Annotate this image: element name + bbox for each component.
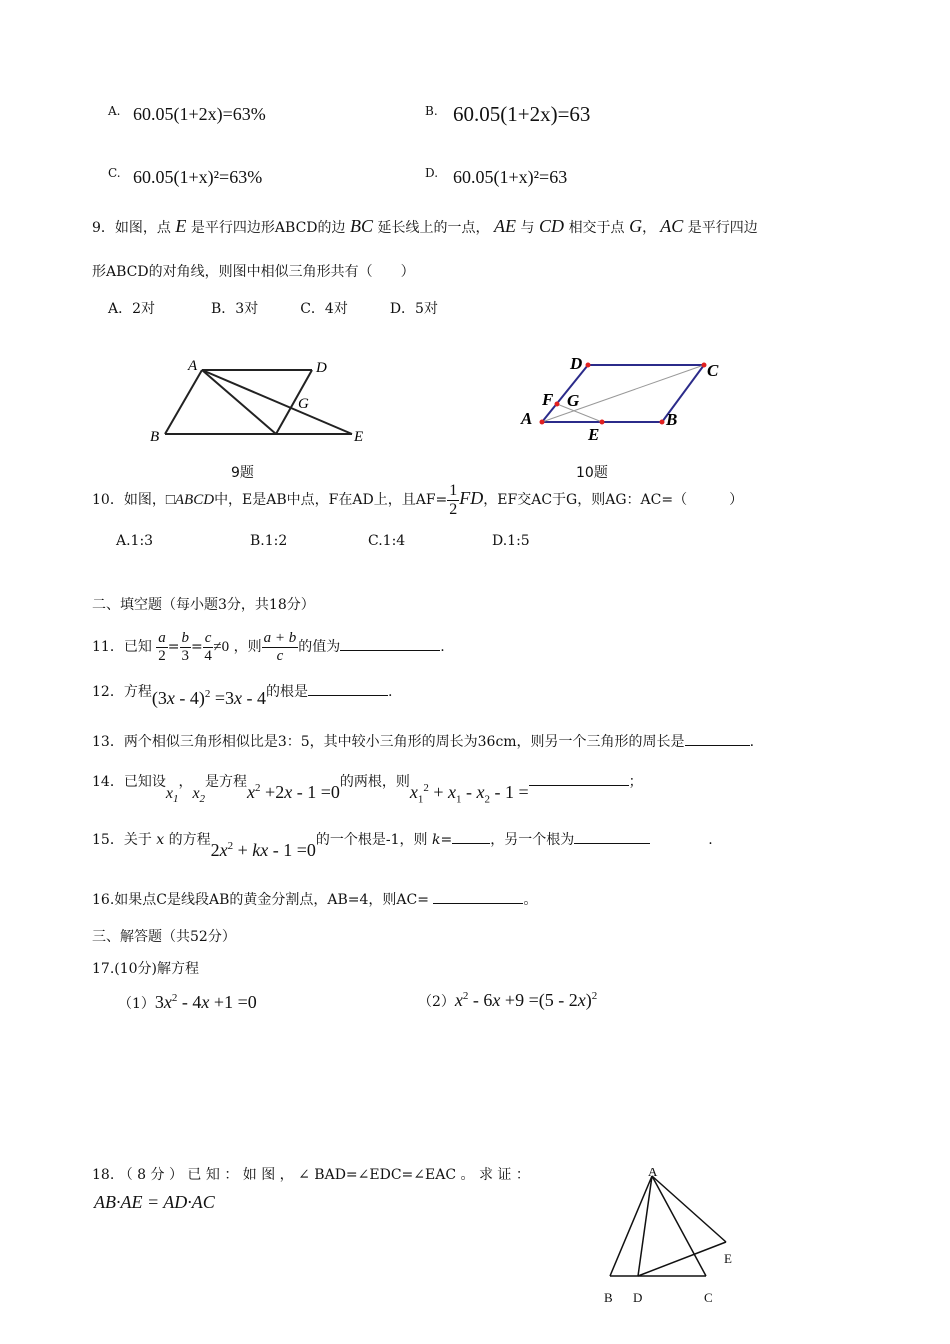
fig18-line-ae [652, 1176, 726, 1242]
fig9-diagonal-ac [202, 370, 276, 434]
q18-text: 18. （ 8 分 ） 已 知 ： 如 图 ， ∠ BAD=∠EDC=∠EAC 。 求 证 ： [92, 1167, 530, 1183]
q8-option-b-expr: 60.05(1+2x)=63 [453, 102, 591, 126]
fig9-caption: 9题 [231, 465, 254, 481]
q18-proof-statement: AB·AE = AD·AC [94, 1192, 215, 1212]
q9-text-line2: 形ABCD的对角线，则图中相似三角形共有（ ） [92, 264, 415, 280]
fig9-label-e: E [354, 429, 364, 445]
q8-option-d-expr: 60.05(1+x)²=63 [453, 167, 568, 187]
q15-text: 15．关于 x 的方程$2x^2$ + kx - 1 =0的一个根是-1，则 k= ，另一个根为 . [92, 832, 713, 860]
fig18-label-b: B [604, 1290, 613, 1305]
figure-18 [600, 1168, 745, 1310]
fig9-side-ab [165, 370, 202, 434]
fig10-caption: 10题 [576, 465, 608, 481]
fig10-label-c: C [707, 361, 719, 380]
section-2-heading: 二、填空题（每小题3分，共18分） [92, 597, 315, 613]
fig9-line-ae [202, 370, 352, 434]
fig18-line-de [638, 1242, 726, 1276]
q17-part1: $(1)3x^2 - 4x +1 =0$ [118, 992, 257, 1012]
fig10-label-g: G [567, 391, 580, 410]
q9-options: A．2对 B．3对 C．4对 D．5对 [108, 301, 438, 317]
q8-option-b-label: B. [425, 104, 438, 118]
fig10-label-a: A [521, 409, 533, 428]
q8-option-c-label: C. [108, 166, 121, 180]
q17-part2: $(2)x^2 - 6x +9 =(5 - 2x)^2$ [418, 990, 598, 1010]
q13-text: 13．两个相似三角形相似比是3：5，其中较小三角形的周长为36cm，则另一个三角形的周长是 . [92, 734, 755, 750]
q10-option-a: A.1:3 [116, 533, 154, 549]
fig10-label-b: B [666, 410, 678, 429]
figure-9 [140, 350, 380, 450]
fig9-label-a: A [188, 358, 198, 374]
fig10-line-ef [557, 404, 602, 422]
q10-option-d: D.1:5 [492, 533, 530, 549]
q11-text: 11．已知 $\frac{a}{2}$ = $\frac{b}{3}$ = $\frac{c}{4}$ ≠0 ，则 $\frac{a + b}{c}$ 的值为 . [92, 630, 445, 664]
q10-text: 10．如图，□ABCD中，E是AB中点，F在AD上，且AF= $\frac{1}{2}$ FD，EF交AC于G，则AG：AC=（ ） [92, 482, 744, 518]
fig18-label-d: D [633, 1290, 643, 1305]
figure-10 [512, 350, 732, 450]
fig18-side-ac [652, 1176, 706, 1276]
q10-option-b: B.1:2 [250, 533, 288, 549]
q8-option-d-label: D. [425, 166, 439, 180]
fig10-label-f: F [542, 390, 554, 409]
q8-option-c-expr: 60.05(1+x)²=63% [133, 167, 263, 187]
q16-text: 16.如果点C是线段AB的黄金分割点，AB=4，则AC= 。 [92, 892, 538, 908]
q8-option-a-label: A. [108, 104, 121, 118]
fig9-label-g: G [298, 396, 309, 412]
fig18-label-e: E [724, 1251, 732, 1266]
q10-option-c: C.1:4 [368, 533, 406, 549]
fig10-label-d: D [570, 354, 583, 373]
fig10-label-e: E [588, 425, 600, 444]
fig9-label-d: D [316, 360, 327, 376]
q17-title: 17.(10分)解方程 [92, 961, 200, 977]
fig18-label-a: A [648, 1168, 658, 1179]
q8-option-a-expr: 60.05(1+2x)=63% [133, 104, 266, 124]
q14-text: 14．已知设$x_1$，$x_2$是方程$x^2 +2x - 1 =0$的两根，则$x_1^2 + x_1 - x_2 - 1$ = ； [92, 774, 643, 806]
q9-text-line1: 9．如图，点 E 是平行四边形ABCD的边 BC 延长线上的一点， AE 与 CD 相交于点 G， AC 是平行四边 [92, 216, 758, 236]
fig18-label-c: C [704, 1290, 713, 1305]
fig9-label-b: B [150, 429, 160, 445]
q12-text: 12．方程(3x - 4)$^2$ =3x - 4的根是 . [92, 684, 393, 708]
section-3-heading: 三、解答题（共52分） [92, 929, 236, 945]
